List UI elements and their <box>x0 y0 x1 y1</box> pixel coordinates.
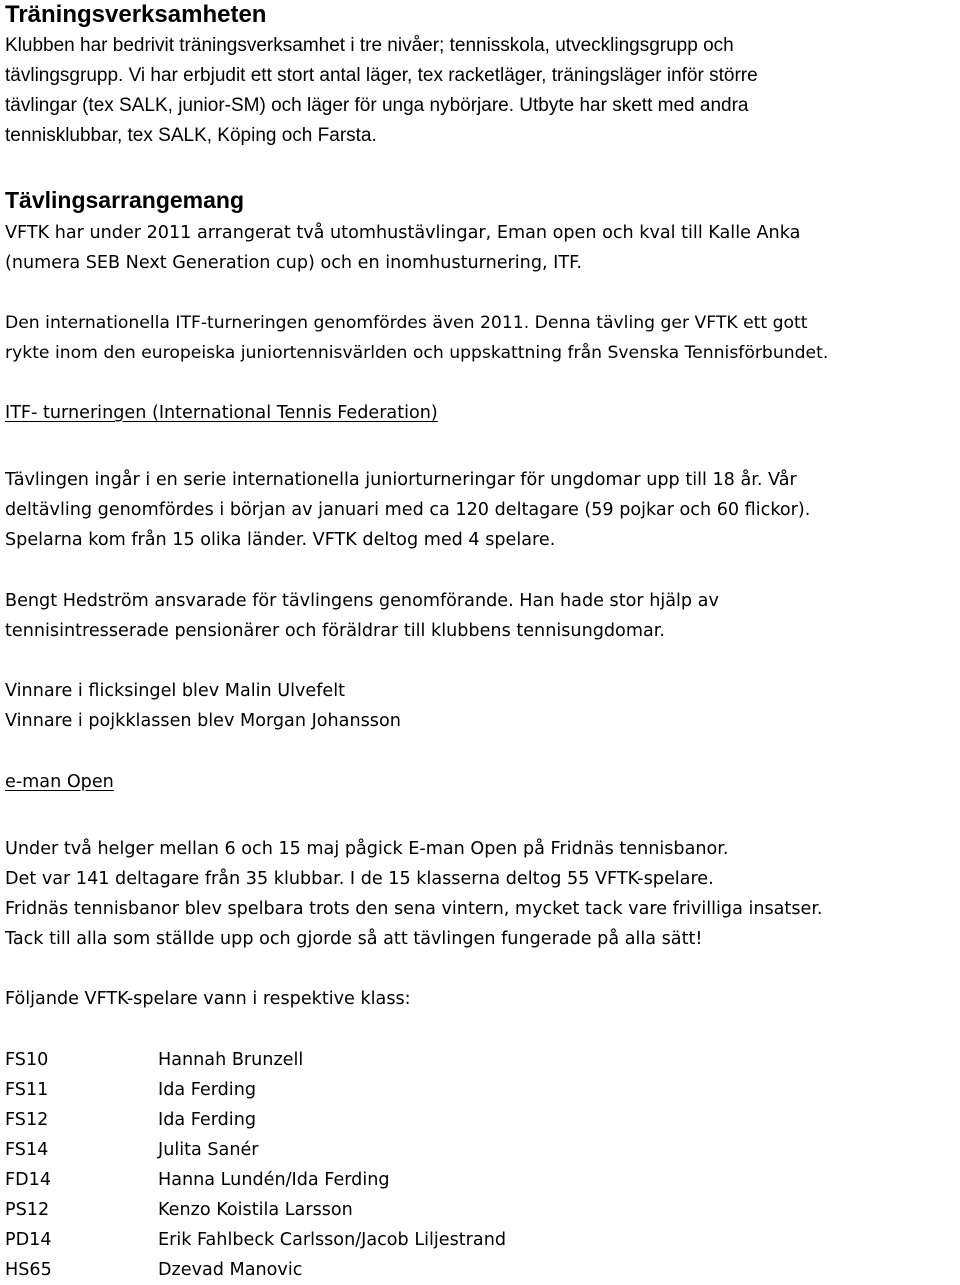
winner-row <box>5 1045 705 1075</box>
winner-class: FS10 <box>5 1050 49 1070</box>
winner-class: HS65 <box>5 1260 52 1280</box>
eman-line: Under två helger mellan 6 och 15 maj pågick E-man Open på Fridnäs tennisbanor. <box>5 839 729 859</box>
itf-line: deltävling genomfördes i början av januari med ca 120 deltagare (59 pojkar och 60 flickor). <box>5 500 811 520</box>
eman-paragraph <box>5 834 823 954</box>
competitions-itf-line: Den internationella ITF-turneringen genomfördes även 2011. Denna tävling ger VFTK ett gott <box>5 313 808 333</box>
itf-paragraph-participants <box>5 465 810 555</box>
eman-heading: e-man Open <box>5 772 114 792</box>
itf-line: Tävlingen ingår i en serie internationella juniorturneringar för ungdomar upp till 18 år. Vår <box>5 470 797 490</box>
competitions-intro-paragraph <box>5 218 800 278</box>
winner-name: Erik Fahlbeck Carlsson/Jacob Liljestrand <box>158 1230 507 1250</box>
winner-row <box>5 1255 705 1285</box>
itf-winners <box>5 676 401 736</box>
training-paragraph <box>5 31 758 151</box>
itf-line: tennisintresserade pensionärer och föräldrar till klubbens tennisungdomar. <box>5 621 665 641</box>
winner-row <box>5 1105 705 1135</box>
training-line: tävlingar (tex SALK, junior-SM) och läger för unga nybörjare. Utbyte har skett med andra <box>5 95 749 116</box>
eman-line: Tack till alla som ställde upp och gjorde så att tävlingen fungerade på alla sätt! <box>5 929 703 949</box>
winner-name: Kenzo Koistila Larsson <box>158 1200 353 1220</box>
competitions-heading: Tävlingsarrangemang <box>5 187 245 213</box>
winner-row <box>5 1195 705 1225</box>
itf-line: Bengt Hedström ansvarade för tävlingens genomförande. Han hade stor hjälp av <box>5 591 719 611</box>
itf-line: Spelarna kom från 15 olika länder. VFTK deltog med 4 spelare. <box>5 530 556 550</box>
winner-class: PD14 <box>5 1230 52 1250</box>
eman-winners-intro: Följande VFTK-spelare vann i respektive klass: <box>5 989 411 1009</box>
training-line: Klubben har bedrivit träningsverksamhet i tre nivåer; tennisskola, utvecklingsgrupp och <box>5 35 734 56</box>
winner-class: FS14 <box>5 1140 49 1160</box>
winner-class: PS12 <box>5 1200 50 1220</box>
winner-class: FD14 <box>5 1170 52 1190</box>
winner-name: Dzevad Manovic <box>158 1260 303 1280</box>
training-line: tävlingsgrupp. Vi har erbjudit ett stort antal läger, tex racketläger, träningsläger inför större <box>5 65 758 86</box>
winner-row <box>5 1225 705 1255</box>
training-heading: Träningsverksamheten <box>5 1 267 28</box>
itf-paragraph-organizer <box>5 586 719 646</box>
eman-winners-table <box>5 1045 705 1285</box>
eman-line: Fridnäs tennisbanor blev spelbara trots den sena vintern, mycket tack vare frivilliga insatser. <box>5 899 823 919</box>
winner-name: Hanna Lundén/Ida Ferding <box>158 1170 390 1190</box>
winner-name: Ida Ferding <box>158 1110 257 1130</box>
itf-winner-boys: Vinnare i pojkklassen blev Morgan Johansson <box>5 711 401 731</box>
competitions-intro-line: VFTK har under 2011 arrangerat två utomhustävlingar, Eman open och kval till Kalle Anka <box>5 223 801 243</box>
winner-name: Ida Ferding <box>158 1080 257 1100</box>
competitions-itf-line: rykte inom den europeiska juniortennisvärlden och uppskattning från Svenska Tennisförbundet. <box>5 343 829 363</box>
document-page <box>5 0 955 1280</box>
itf-winner-girls: Vinnare i flicksingel blev Malin Ulvefelt <box>5 681 346 701</box>
winner-name: Julita Sanér <box>158 1140 259 1160</box>
competitions-itf-paragraph <box>5 308 828 368</box>
winner-row <box>5 1165 705 1195</box>
training-line: tennisklubbar, tex SALK, Köping och Farsta. <box>5 125 377 146</box>
winner-row <box>5 1075 705 1105</box>
winner-class: FS11 <box>5 1080 49 1100</box>
winner-class: FS12 <box>5 1110 49 1130</box>
itf-heading: ITF- turneringen (International Tennis Federation) <box>5 403 438 423</box>
winner-name: Hannah Brunzell <box>158 1050 304 1070</box>
winner-row <box>5 1135 705 1165</box>
eman-line: Det var 141 deltagare från 35 klubbar. I de 15 klasserna deltog 55 VFTK-spelare. <box>5 869 714 889</box>
competitions-intro-line: (numera SEB Next Generation cup) och en inomhusturnering, ITF. <box>5 253 583 273</box>
